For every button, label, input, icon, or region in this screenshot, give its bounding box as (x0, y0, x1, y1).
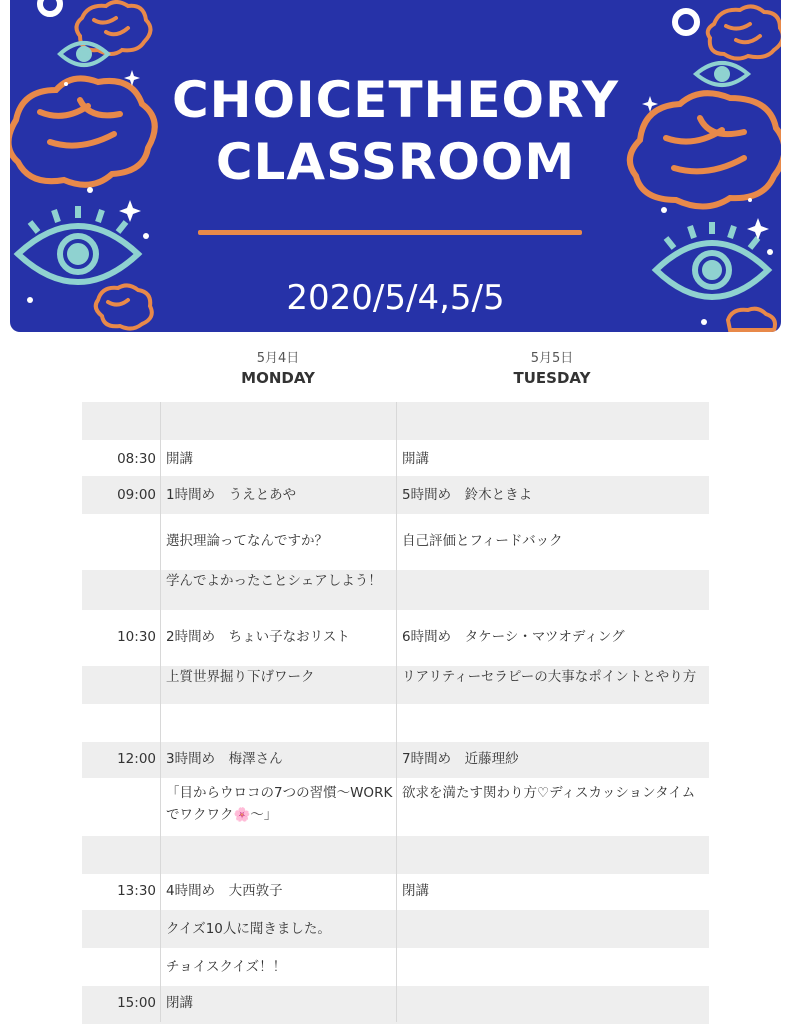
monday-cell: 4時間め 大西敦子 (166, 883, 283, 899)
ring-icon (675, 11, 697, 33)
monday-cell: 選択理論ってなんですか？ (166, 533, 328, 549)
banner-title-line2: CLASSROOM (215, 133, 576, 191)
monday-cell: 2時間め ちょい子なおリスト (166, 629, 350, 645)
monday-cell: 「目からウロコの7つの習慣〜WORKでワクワク🌸〜」 (166, 785, 393, 823)
tuesday-cell: リアリティーセラピーの大事なポイントとやり方 (402, 669, 697, 685)
title-underline (198, 230, 582, 235)
time-cell: 15:00 (117, 995, 156, 1011)
brain-icon (708, 6, 781, 58)
day-name: TUESDAY (513, 369, 591, 387)
day-name: MONDAY (241, 369, 315, 387)
ring-icon (40, 0, 60, 14)
column-divider (160, 402, 161, 1022)
tuesday-cell: 自己評価とフィードバック (402, 533, 563, 549)
time-cell: 09:00 (117, 487, 156, 503)
monday-cell: 閉講 (166, 995, 193, 1011)
brain-icon (76, 2, 150, 54)
time-cell: 08:30 (117, 451, 156, 467)
monday-cell: クイズ10人に聞きました。 (166, 921, 331, 937)
column-divider (396, 402, 397, 1022)
monday-cell: 1時間め うえとあや (166, 487, 297, 503)
day-date: 5月4日 (256, 351, 300, 366)
tuesday-cell: 7時間め 近藤理紗 (402, 751, 519, 767)
monday-cell: 開講 (166, 451, 193, 467)
banner-title-line1: CHOICETHEORY (171, 71, 620, 129)
monday-cell: チョイスクイズ！！ (166, 959, 287, 975)
monday-cell: 上質世界掘り下げワーク (166, 669, 315, 685)
time-cell: 13:30 (117, 883, 156, 899)
tuesday-cell: 開講 (402, 451, 429, 467)
time-cell: 12:00 (117, 751, 156, 767)
time-cell: 10:30 (117, 629, 156, 645)
day-header-monday (178, 350, 378, 388)
monday-cell: 学んでよかったことシェアしよう！ (166, 573, 382, 589)
tuesday-cell: 欲求を満たす関わり方♡ディスカッションタイム (402, 785, 696, 801)
tuesday-cell: 6時間め タケーシ・マツオディング (402, 629, 625, 645)
eye-icon (60, 43, 108, 65)
day-header-tuesday (452, 350, 652, 388)
monday-cell: 3時間め 梅澤さん (166, 751, 283, 767)
header-banner (10, 0, 781, 332)
tuesday-cell: 5時間め 鈴木ときよ (402, 487, 533, 503)
banner-date: 2020/5/4,5/5 (286, 278, 505, 318)
eye-icon (18, 206, 138, 282)
day-date: 5月5日 (530, 351, 574, 366)
tuesday-cell: 閉講 (402, 883, 429, 899)
